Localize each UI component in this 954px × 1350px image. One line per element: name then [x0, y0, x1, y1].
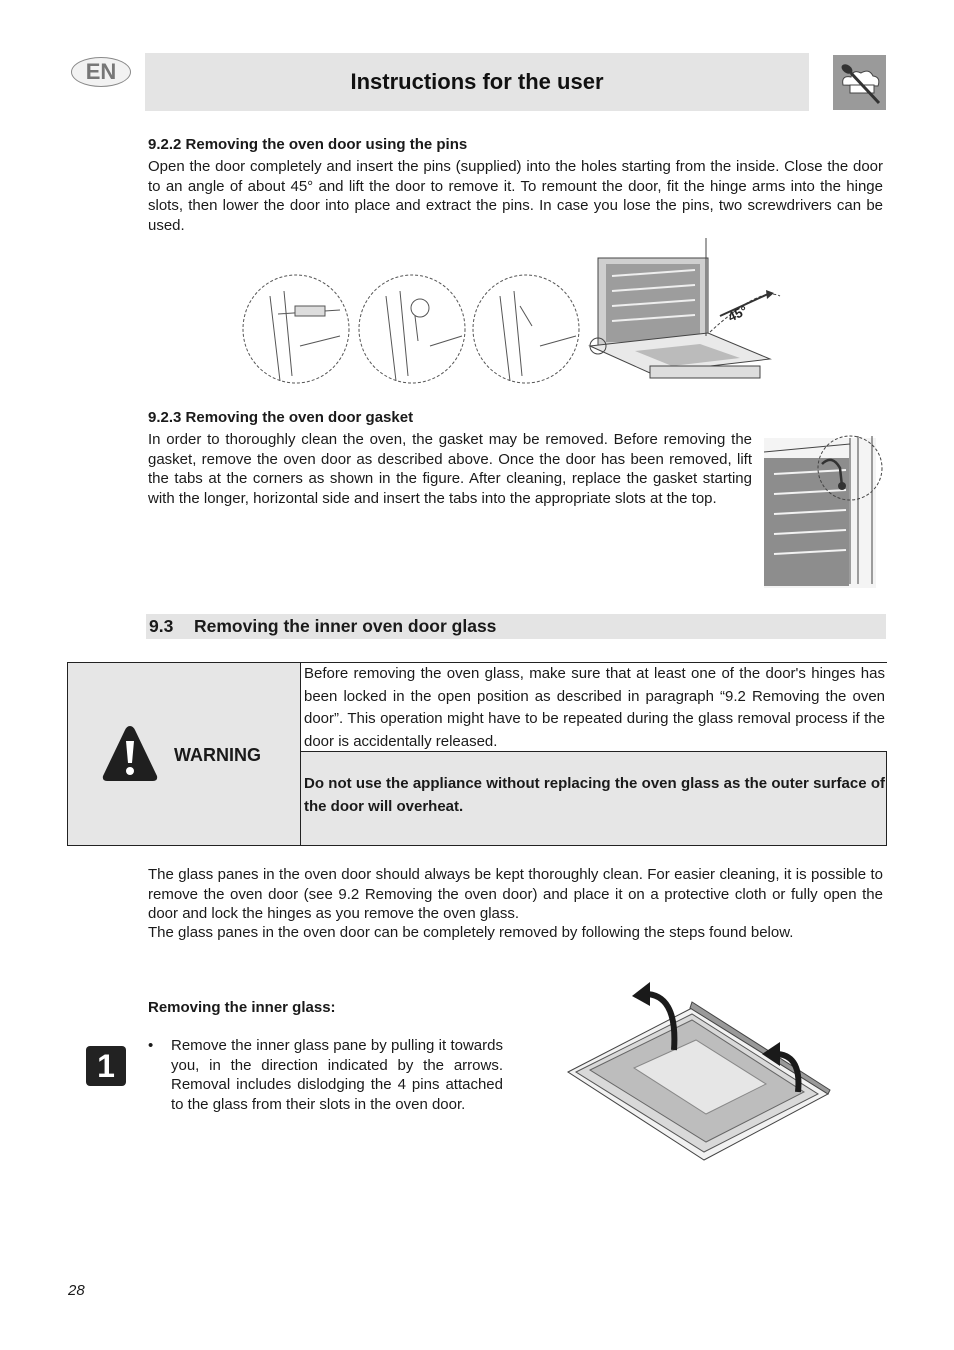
oven-gasket-figure [762, 434, 887, 590]
warning-text: Before removing the oven glass, make sure that at least one of the door's hinges has been locked in the open position as described in paragraph “9.2 Removing the oven door”. This operation might have to be repeated during the glass removal process if the door is accidentally released. [300, 663, 887, 752]
page-title: Instructions for the user [350, 69, 604, 94]
chef-hat-spoon-icon [833, 55, 886, 110]
inner-glass-step [148, 1036, 503, 1114]
door-pins-figure [240, 236, 800, 386]
section-text-922: Open the door completely and insert the pins (supplied) into the holes starting from the inside. Close the door to an angle of about 45° and lift the door to remove it. To remount the door, fit the hinge arms into the hinge slots, then lower the door into place and extract the pins. In case you lose the pins, two screwdrivers can be used. [148, 158, 883, 234]
page-number: 28 [68, 1282, 85, 1299]
language-badge: EN [71, 57, 131, 87]
page-header [145, 53, 809, 111]
warning-box [67, 662, 887, 846]
section-title: Removing the inner oven door glass [194, 616, 497, 636]
section-heading-922: 9.2.2 Removing the oven door using the pins [148, 136, 468, 153]
section-heading-93 [146, 614, 886, 639]
section-heading-923: 9.2.3 Removing the oven door gasket [148, 409, 414, 426]
section-number: 9.3 [149, 616, 174, 636]
body-paragraph-2: The glass panes in the oven door can be completely removed by following the steps found below. [148, 924, 794, 941]
bullet-symbol: • [148, 1037, 154, 1054]
angle-label: 45° [725, 302, 750, 325]
warning-label-cell [68, 663, 300, 845]
inner-glass-step-text: Remove the inner glass pane by pulling it towards you, in the direction indicated by the arrows. Removal includes dislodging the 4 pins attached to the glass from their slots in the oven door. [171, 1037, 503, 1113]
inner-glass-heading: Removing the inner glass: [148, 999, 336, 1016]
warning-triangle-icon [101, 723, 159, 783]
body-paragraph-1: The glass panes in the oven door should always be kept thoroughly clean. For easier cleaning, it is possible to remove the oven door (see 9.2 Removing the oven door) and place it on a protective cloth or fully open the door and lock the hinges as you remove the oven glass. [148, 866, 883, 922]
door-glass-figure [560, 968, 835, 1168]
step-number-badge: 1 [86, 1046, 126, 1086]
warning-label: WARNING [174, 745, 261, 765]
warning-bold-text: Do not use the appliance without replacing the oven glass as the outer surface of the door will overheat. [300, 752, 887, 845]
section-text-923: In order to thoroughly clean the oven, the gasket may be removed. Before removing the gasket, remove the oven door as described above. Once the door has been removed, lift the tabs at the corners as shown in the figure. After cleaning, replace the gasket starting with the longer, horizontal side and insert the tabs into the appropriate slots at the top. [148, 431, 752, 507]
